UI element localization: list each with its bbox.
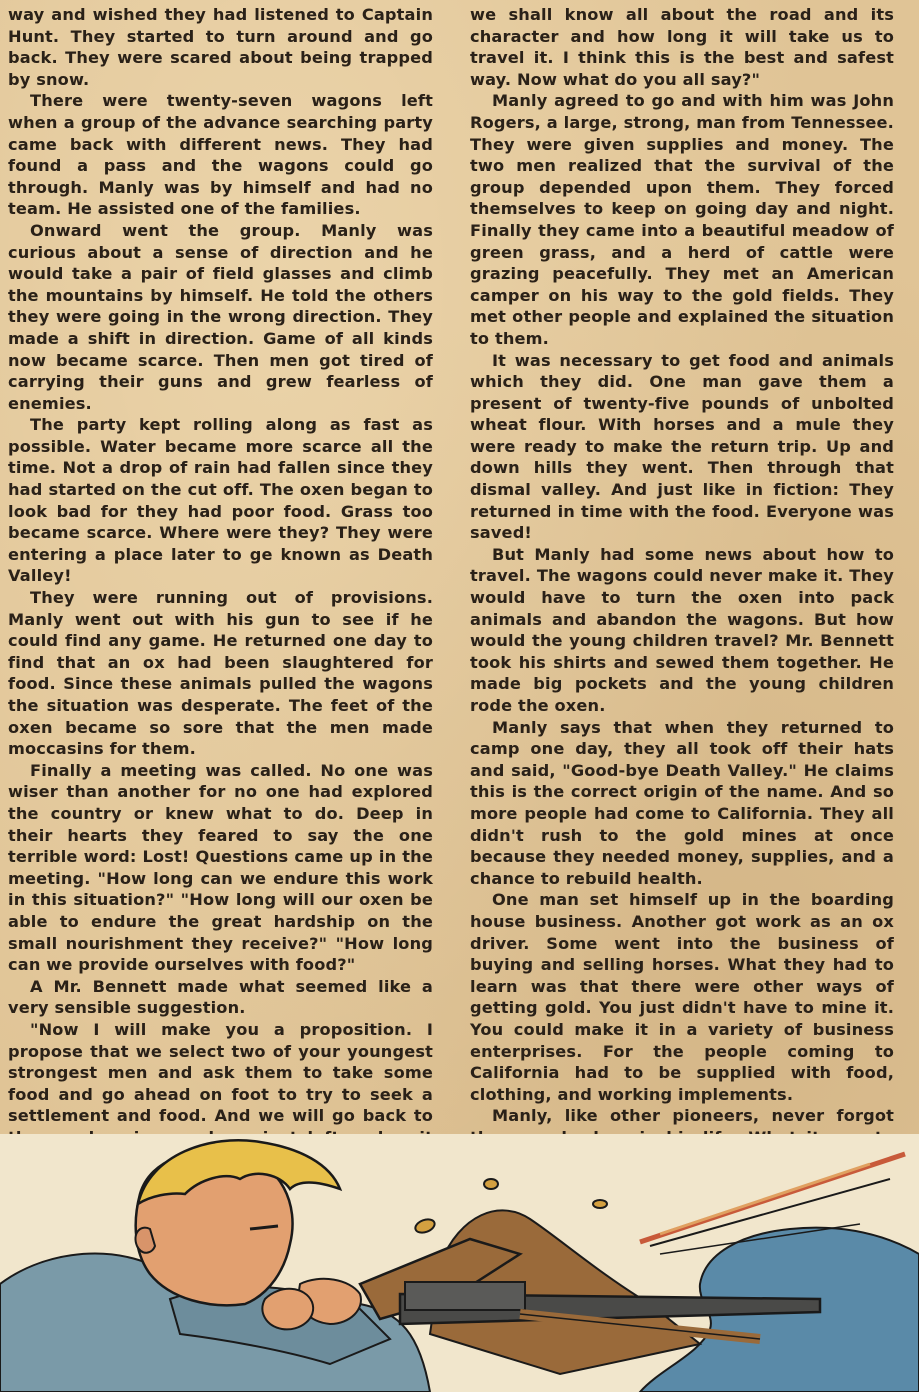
paragraph: Finally a meeting was called. No one was wiser than another for no one had explored the country or knew what to do. Deep in their hearts they feared to say the one terrible word: Lost! Questions came up in the meeting. "How long can we endure this work in this situation?" "How long will our oxen be able to endure the great hardship on the small nourishment they receive?" "How long can we provide ourselves with food?" [8,760,433,975]
paragraph: The party kept rolling along as fast as possible. Water became more scarce all the time. Not a drop of rain had fallen since they had started on the cut off. The oxen began to look bad for they had poor food. Grass too became scarce. Where were they? They were entering a place later to ge known as Death Valley! [8,415,433,586]
paragraph: Onward went the group. Manly was curious about a sense of direction and he would take a pair of field glasses and climb the mountains by himself. He told the others they were going in the wrong direction. They made a shift in direction. Game of all kinds now became scarce. Then men got tired of carrying their guns and grew fearless of enemies. [8,220,433,413]
paragraph: One man set himself up in the boarding house business. Another got work as an ox driver. Some went into the business of buying and selling horses. What they had to learn was that there were other ways of getting gold. You just didn't have to mine it. You could make it in a variety of business enterprises. For the people coming to California had to be supplied with food, clothing, and working implements. [470,890,894,1104]
paragraph: Manly, like other pioneers, never forgot [492,1106,894,1126]
paragraph: Manly says that when they returned to camp one day, they all took off their hats and said, "Good-bye Death Valley." He claims this is the correct origin of the name. And so more people had come to California. They all didn't rush to the gold mines at once because they needed money, supplies, and a chance to rebuild health. [470,717,894,888]
paragraph: we shall know all about the road and its character and how long it will take us to travel it. I think this is the best and safest way. Now what do you all say?" [470,5,894,89]
paragraph: "Now I will make you a proposition. I propose that we select two of your youngest strongest men and ask them to take some food and go ahead on foot to try to seek a settlement and food. And we will go back to [8,1019,433,1126]
rifleman-illustration [0,1134,919,1392]
paragraph: There were twenty-seven wagons left when a group of the advance searching party came back with different news. They had found a pass and the wagons could go through. Manly was by himself and had no team. He assisted one of the families. [8,91,433,219]
paragraph: Manly agreed to go and with him was John Rogers, a large, strong, man from Tennessee. They were given supplies and money. The two men realized that the survival of the group depended upon them. They forced themselves to keep on going day and night. Finally they came into a beautiful meadow of green grass, and a herd of cattle were grazing peacefully. They met an American camper on his way to the gold fields. They met other people and explained the situation to them. [470,91,894,348]
paragraph: But Manly had some news about how to travel. The wagons could never make it. They would have to turn the oxen into pack animals and abandon the wagons. But how would the young children travel? Mr. Bennett took his shirts and sewed them together. He made big pockets and the young children rode the oxen. [470,544,894,715]
paragraph: way and wished they had listened to Captain Hunt. They started to turn around and go back. They were scared about being trapped by snow. [8,5,433,89]
story-column-right [470,4,894,1213]
paragraph: They were running out of provisions. Manly went out with his gun to see if he could find any game. He returned one day to find that an ox had been slaughtered for food. Since these animals pulled the wagons the situation was desperate. The feet of the oxen became so sore that the men made moccasins for them. [8,588,433,759]
story-column-left [8,4,433,1213]
paragraph: It was necessary to get food and animals which they did. One man gave them a present of twenty-five pounds of unbolted wheat flour. With horses and a mule they were ready to make the return trip. Up and down hills they went. Then through that dismal valley. And just like in fiction: They returned in time with the food. Everyone was saved! [470,350,894,543]
paragraph: A Mr. Bennett made what seemed like a very sensible suggestion. [8,976,433,1018]
illustration-drawing [0,1134,919,1392]
